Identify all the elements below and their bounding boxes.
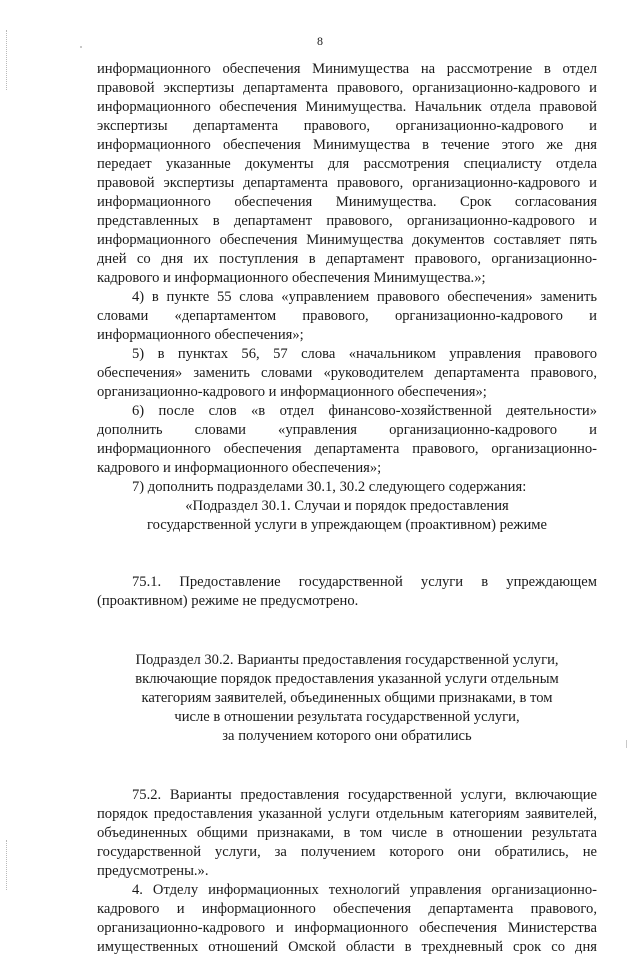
heading-line: включающие порядок предоставления указанной услуги отдельным bbox=[135, 671, 559, 687]
heading-line: «Подраздел 30.1. Случаи и порядок предоставления bbox=[185, 498, 509, 514]
text-line: (проактивном) режиме не предусмотрено. bbox=[97, 593, 359, 609]
text-line: организационно-кадрового и информационного обеспечения»; bbox=[97, 384, 487, 400]
text-line: 4) в пункте 55 слова «управлением правового обеспечения» заменить bbox=[132, 289, 597, 305]
text-line: организационно-кадрового и информационного обеспечения Министерства bbox=[97, 920, 597, 936]
text-line: обеспечения» заменить словами «руководителем департамента правового, bbox=[97, 365, 597, 381]
document-body bbox=[97, 60, 597, 957]
text-line: информационного обеспечения Минимущества. Срок согласования bbox=[97, 194, 597, 210]
text-line: объединенных общими признаками, в том числе в отношении результата bbox=[97, 825, 597, 841]
order-item-4 bbox=[97, 881, 597, 957]
subsection-30-2-heading bbox=[97, 651, 597, 746]
text-line: словами «департаментом правового, организационно-кадрового и bbox=[97, 308, 597, 324]
clause-75-2 bbox=[97, 786, 597, 881]
text-line: информационного обеспечения Минимущества. Начальник отдела правовой bbox=[97, 99, 597, 115]
text-line: кадрового и информационного обеспечения»; bbox=[97, 460, 382, 476]
heading-line: категориям заявителей, объединенных общими признаками, в том bbox=[141, 690, 553, 706]
heading-line: государственной услуги в упреждающем (проактивном) режиме bbox=[146, 517, 548, 533]
text-line: экспертизы департамента правового, организационно-кадрового и bbox=[97, 118, 597, 134]
text-line: информационного обеспечения департамента правового, организационно- bbox=[97, 441, 597, 457]
subsection-30-1-heading bbox=[97, 497, 597, 535]
text-line: информационного обеспечения Минимущества в течение этого же дня bbox=[97, 137, 597, 153]
text-line: информационного обеспечения Минимущества на рассмотрение в отдел bbox=[97, 61, 597, 77]
clause-75-1 bbox=[97, 573, 597, 611]
heading-line: за получением которого они обратились bbox=[222, 728, 472, 744]
amendment-item-4 bbox=[97, 288, 597, 345]
text-line: передает указанные документы для рассмотрения специалисту отдела bbox=[97, 156, 597, 172]
scan-speck-right bbox=[626, 740, 627, 748]
amendment-item-7 bbox=[97, 478, 597, 497]
text-line: дней со дня их поступления в департамент правового, организационно- bbox=[97, 251, 597, 267]
text-line: информационного обеспечения Минимущества документов составляет пять bbox=[97, 232, 597, 248]
text-line: 6) после слов «в отдел финансово-хозяйственной деятельности» bbox=[132, 403, 597, 419]
text-line: представленных в департамент правового, организационно-кадрового и bbox=[97, 213, 597, 229]
scan-edge-marks-bottom bbox=[6, 840, 8, 890]
heading-line: числе в отношении результата государственной услуги, bbox=[174, 709, 520, 725]
text-line: 7) дополнить подразделами 30.1, 30.2 следующего содержания: bbox=[132, 479, 527, 495]
text-line: 75.2. Варианты предоставления государственной услуги, включающие bbox=[132, 787, 597, 803]
text-line: правовой экспертизы департамента правового, организационно-кадрового и bbox=[97, 80, 597, 96]
text-line: информационного обеспечения»; bbox=[97, 327, 304, 343]
scan-speck bbox=[80, 46, 82, 48]
text-line: кадрового и информационного обеспечения департамента правового, bbox=[97, 901, 597, 917]
text-line: правовой экспертизы департамента правового, организационно-кадрового и bbox=[97, 175, 597, 191]
text-line: порядок предоставления указанной услуги отдельным категориям заявителей, bbox=[97, 806, 597, 822]
text-line: 5) в пунктах 56, 57 слова «начальником управления правового bbox=[132, 346, 597, 362]
scan-edge-marks-top bbox=[6, 30, 8, 90]
text-line: кадрового и информационного обеспечения Минимущества.»; bbox=[97, 270, 486, 286]
text-line: предусмотрены.». bbox=[97, 863, 209, 879]
heading-line: Подраздел 30.2. Варианты предоставления государственной услуги, bbox=[135, 652, 559, 668]
text-line: имущественных отношений Омской области в трехдневный срок со дня bbox=[97, 939, 597, 955]
text-line: 75.1. Предоставление государственной услуги в упреждающем bbox=[132, 574, 597, 590]
text-line: государственной услуги, за получением которого они обратились, не bbox=[97, 844, 597, 860]
text-line: дополнить словами «управления организационно-кадрового и bbox=[97, 422, 597, 438]
paragraph-approval-procedure bbox=[97, 60, 597, 288]
text-line: 4. Отделу информационных технологий управления организационно- bbox=[132, 882, 597, 898]
amendment-item-5 bbox=[97, 345, 597, 402]
page-number: 8 bbox=[317, 34, 323, 48]
amendment-item-6 bbox=[97, 402, 597, 478]
